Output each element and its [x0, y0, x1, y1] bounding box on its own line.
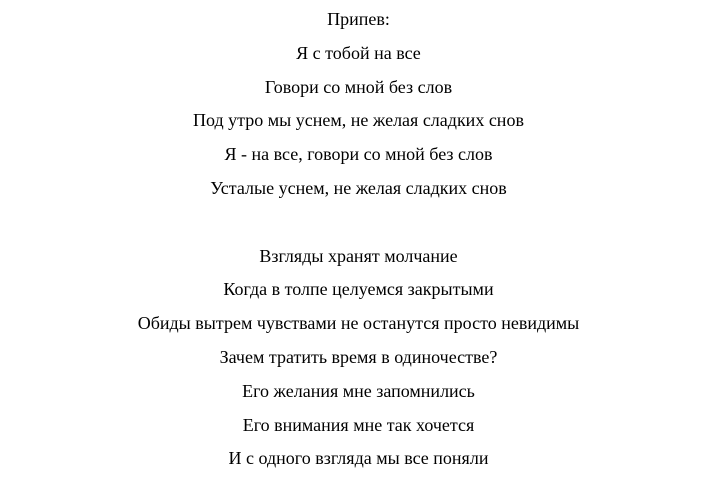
- stanza-break: [0, 209, 717, 243]
- lyric-line: Под утро мы уснем, не желая сладких снов: [193, 110, 524, 131]
- lyric-line: Его внимания мне так хочется: [242, 414, 475, 435]
- lyrics-text: [0, 6, 717, 479]
- lyric-line: Его желания мне запомнились: [242, 380, 475, 401]
- lyric-line: Я - на все, говори со мной без слов: [224, 144, 493, 165]
- lyric-line: И с одного взгляда мы все поняли: [228, 448, 489, 469]
- chorus-heading: Припев:: [327, 9, 390, 29]
- lyric-line: Когда в толпе целуемся закрытыми: [223, 279, 494, 300]
- lyric-line: Обиды вытрем чувствами не останутся просто невидимы: [137, 313, 580, 334]
- lyric-line: Взгляды хранят молчание: [259, 245, 458, 266]
- lyric-line: Говори со мной без слов: [264, 76, 453, 97]
- lyric-line: Я с тобой на все: [296, 42, 421, 63]
- lyric-line: Усталые уснем, не желая сладких снов: [210, 177, 507, 198]
- lyric-line: Зачем тратить время в одиночестве?: [219, 346, 498, 367]
